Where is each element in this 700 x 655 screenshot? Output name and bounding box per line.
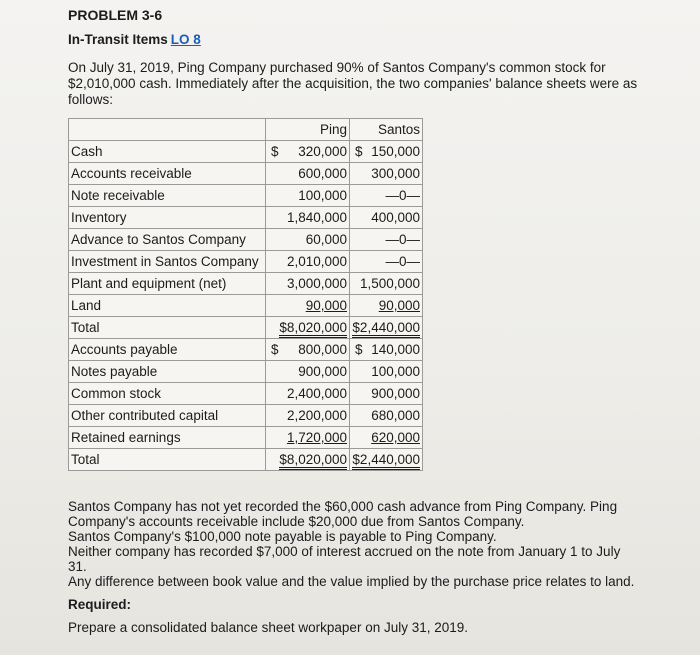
row-label: Plant and equipment (net) bbox=[69, 273, 266, 295]
santos-value bbox=[350, 339, 423, 361]
table-row bbox=[69, 251, 423, 273]
table-row bbox=[69, 273, 423, 295]
santos-amount: $2,440,000 bbox=[352, 320, 420, 338]
ping-value: 600,000 bbox=[266, 163, 350, 185]
ping-amount: 90,000 bbox=[305, 298, 347, 313]
row-label: Total bbox=[69, 449, 266, 471]
ping-amount: $8,020,000 bbox=[279, 320, 347, 338]
table-row bbox=[69, 295, 423, 317]
row-label: Cash bbox=[69, 141, 266, 163]
row-label: Total bbox=[69, 317, 266, 339]
intro-paragraph bbox=[68, 60, 668, 108]
table-row bbox=[69, 141, 423, 163]
row-label: Common stock bbox=[69, 383, 266, 405]
row-label: Advance to Santos Company bbox=[69, 229, 266, 251]
required-label: Required: bbox=[68, 597, 132, 612]
table-total-row bbox=[69, 449, 423, 471]
task-instruction: Prepare a consolidated balance sheet workpaper on July 31, 2019. bbox=[68, 620, 469, 635]
intro-line: On July 31, 2019, Ping Company purchased 90% of Santos Company's common stock for bbox=[68, 60, 606, 75]
santos-amount: 90,000 bbox=[378, 298, 420, 313]
ping-amount: $8,020,000 bbox=[279, 452, 347, 470]
santos-amount: $2,440,000 bbox=[352, 452, 420, 470]
ping-value bbox=[266, 339, 350, 361]
row-label: Notes payable bbox=[69, 361, 266, 383]
santos-amount: 140,000 bbox=[371, 342, 420, 357]
santos-value: —0— bbox=[350, 185, 423, 207]
santos-value: 300,000 bbox=[350, 163, 423, 185]
problem-subtitle bbox=[68, 32, 201, 47]
santos-value: 100,000 bbox=[350, 361, 423, 383]
santos-value: 680,000 bbox=[350, 405, 423, 427]
ping-value: 60,000 bbox=[266, 229, 350, 251]
note-line: Neither company has recorded $7,000 of interest accrued on the note from January 1 to July bbox=[68, 544, 621, 559]
header-ping: Ping bbox=[266, 119, 350, 141]
learning-objective-link[interactable]: LO 8 bbox=[170, 32, 201, 47]
table-header-row bbox=[69, 119, 423, 141]
santos-value bbox=[350, 317, 423, 339]
row-label: Land bbox=[69, 295, 266, 317]
note-line: Company's accounts receivable include $20,000 due from Santos Company. bbox=[68, 514, 525, 529]
santos-value bbox=[350, 427, 423, 449]
santos-value: 400,000 bbox=[350, 207, 423, 229]
header-blank bbox=[69, 119, 266, 141]
table-total-row bbox=[69, 317, 423, 339]
table-row bbox=[69, 339, 423, 361]
table-row bbox=[69, 185, 423, 207]
currency-sign: $ bbox=[355, 342, 363, 357]
santos-value bbox=[350, 295, 423, 317]
santos-value: 1,500,000 bbox=[350, 273, 423, 295]
row-label: Accounts receivable bbox=[69, 163, 266, 185]
ping-value bbox=[266, 449, 350, 471]
note-line: Any difference between book value and the value implied by the purchase price relates to land. bbox=[68, 574, 635, 589]
table-row bbox=[69, 229, 423, 251]
ping-value: 2,400,000 bbox=[266, 383, 350, 405]
note-line: Santos Company's $100,000 note payable is payable to Ping Company. bbox=[68, 529, 497, 544]
row-label: Accounts payable bbox=[69, 339, 266, 361]
ping-value bbox=[266, 295, 350, 317]
notes-section bbox=[68, 499, 678, 635]
ping-value: 2,200,000 bbox=[266, 405, 350, 427]
intro-line: follows: bbox=[68, 92, 114, 107]
currency-sign: $ bbox=[271, 144, 279, 159]
row-label: Inventory bbox=[69, 207, 266, 229]
santos-value bbox=[350, 449, 423, 471]
note-line: Santos Company has not yet recorded the $60,000 cash advance from Ping Company. Ping bbox=[68, 499, 618, 514]
balance-sheet-table bbox=[68, 118, 423, 471]
note-line: 31. bbox=[68, 559, 87, 574]
table-row bbox=[69, 405, 423, 427]
ping-value bbox=[266, 427, 350, 449]
subtitle-text: In-Transit Items bbox=[68, 32, 168, 47]
row-label: Investment in Santos Company bbox=[69, 251, 266, 273]
santos-value: —0— bbox=[350, 251, 423, 273]
intro-line: $2,010,000 cash. Immediately after the acquisition, the two companies' balance sheets were as bbox=[68, 76, 638, 91]
ping-value: 1,840,000 bbox=[266, 207, 350, 229]
ping-value: 2,010,000 bbox=[266, 251, 350, 273]
santos-amount: 150,000 bbox=[371, 144, 420, 159]
table-row bbox=[69, 163, 423, 185]
table-row bbox=[69, 427, 423, 449]
ping-value bbox=[266, 317, 350, 339]
currency-sign: $ bbox=[355, 144, 363, 159]
ping-amount: 1,720,000 bbox=[286, 430, 347, 445]
ping-value bbox=[266, 141, 350, 163]
santos-value bbox=[350, 141, 423, 163]
santos-value: —0— bbox=[350, 229, 423, 251]
row-label: Note receivable bbox=[69, 185, 266, 207]
table-row bbox=[69, 207, 423, 229]
ping-amount: 320,000 bbox=[298, 144, 347, 159]
header-santos: Santos bbox=[350, 119, 423, 141]
santos-value: 900,000 bbox=[350, 383, 423, 405]
row-label: Retained earnings bbox=[69, 427, 266, 449]
ping-value: 900,000 bbox=[266, 361, 350, 383]
row-label: Other contributed capital bbox=[69, 405, 266, 427]
table-row bbox=[69, 383, 423, 405]
ping-value: 3,000,000 bbox=[266, 273, 350, 295]
problem-heading: PROBLEM 3-6 bbox=[68, 7, 163, 23]
santos-amount: 620,000 bbox=[371, 430, 420, 445]
table-row bbox=[69, 361, 423, 383]
ping-amount: 800,000 bbox=[298, 342, 347, 357]
ping-value: 100,000 bbox=[266, 185, 350, 207]
currency-sign: $ bbox=[271, 342, 279, 357]
